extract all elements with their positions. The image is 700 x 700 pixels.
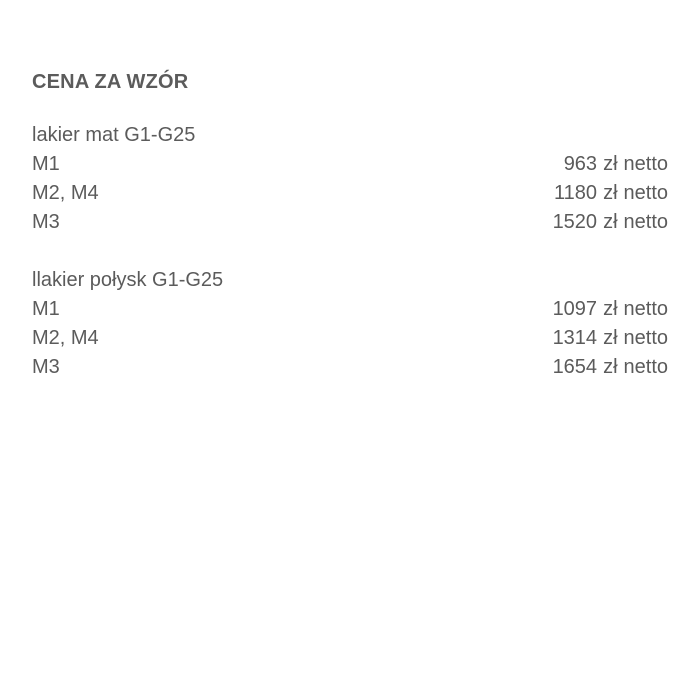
price-value [564, 150, 668, 179]
model-label: M2, M4 [32, 327, 99, 349]
price-suffix: netto [623, 356, 668, 378]
price-value [553, 208, 668, 237]
price-value [554, 179, 668, 208]
price-amount: 1654 [552, 356, 598, 378]
price-currency: zł [603, 153, 618, 175]
section-title: llakier połysk G1-G25 [32, 269, 224, 291]
price-amount: 1097 [552, 298, 598, 320]
price-row [32, 208, 668, 237]
model-label: M3 [32, 356, 60, 378]
price-suffix: netto [623, 298, 668, 320]
price-row [32, 295, 668, 324]
price-amount: 1520 [552, 211, 598, 233]
price-suffix: netto [623, 211, 668, 233]
model-label: M1 [32, 153, 60, 175]
price-currency: zł [603, 298, 618, 320]
price-suffix: netto [623, 153, 668, 175]
price-row [32, 353, 668, 382]
model-label: M3 [32, 211, 60, 233]
price-currency: zł [603, 356, 618, 378]
price-amount: 1314 [552, 327, 598, 349]
price-heading: CENA ZA WZÓR [32, 71, 189, 93]
model-label: M2, M4 [32, 182, 99, 204]
price-currency: zł [603, 327, 618, 349]
price-row [32, 179, 668, 208]
section-matte-lacquer [32, 121, 668, 237]
section-gloss-lacquer [32, 266, 668, 382]
price-row [32, 150, 668, 179]
price-suffix: netto [623, 182, 668, 204]
price-value [553, 324, 668, 353]
price-row [32, 324, 668, 353]
price-suffix: netto [623, 327, 668, 349]
price-value [553, 295, 668, 324]
price-amount: 1180 [554, 182, 598, 204]
model-label: M1 [32, 298, 60, 320]
price-value [553, 353, 668, 382]
price-amount: 963 [563, 153, 598, 175]
price-currency: zł [603, 182, 618, 204]
price-currency: zł [603, 211, 618, 233]
section-title: lakier mat G1-G25 [32, 124, 196, 146]
